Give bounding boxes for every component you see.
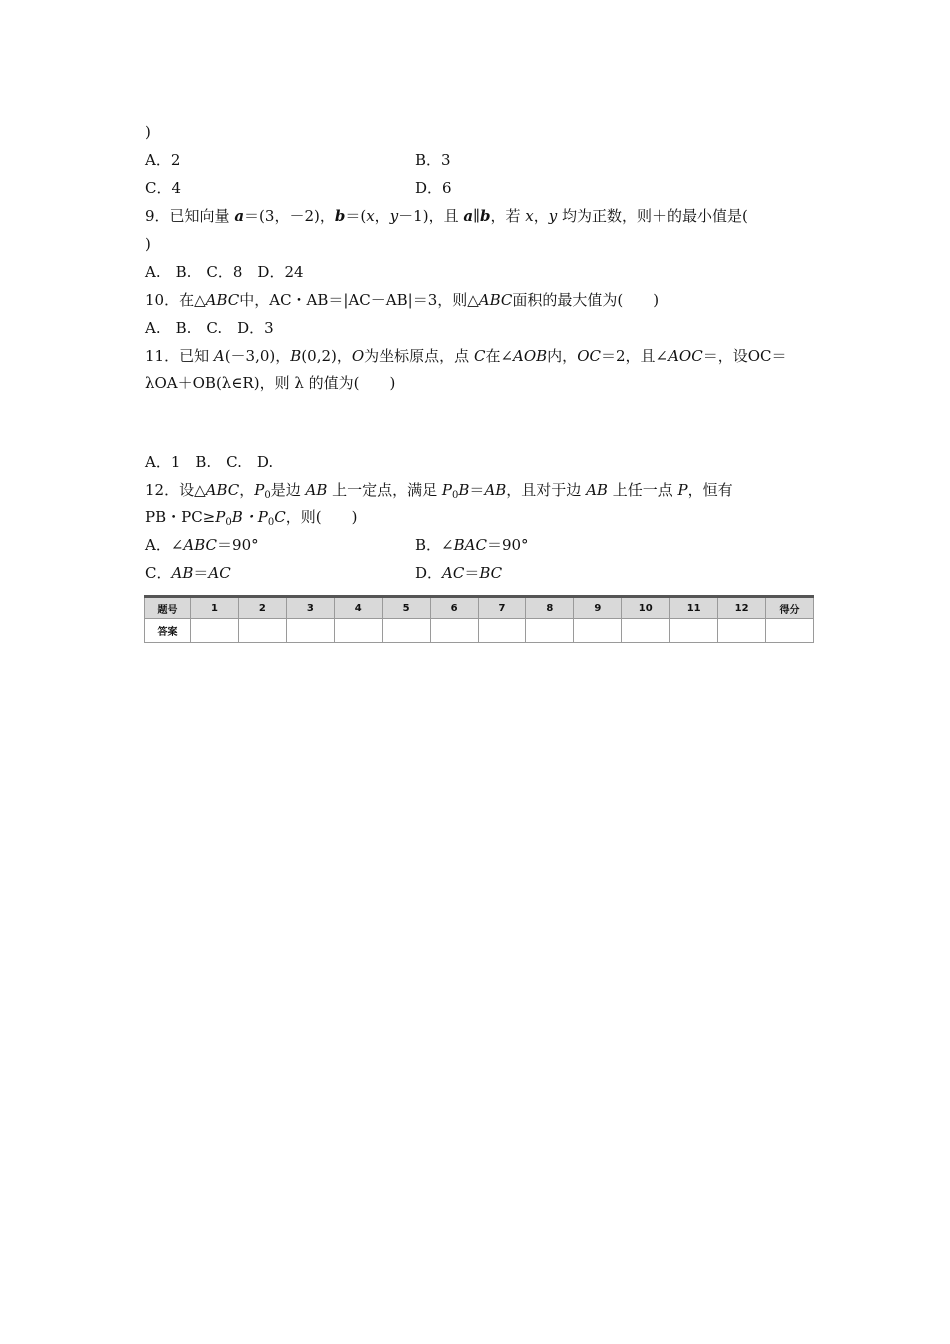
q11-options: A．1 B. C. D. (145, 453, 274, 471)
answer-cell-7[interactable] (478, 619, 526, 643)
answer-label: 答案 (145, 619, 191, 643)
q8-tail: ) (145, 123, 151, 141)
answer-cell-3[interactable] (286, 619, 334, 643)
question-number-7: 7 (478, 597, 526, 619)
answer-cell-5[interactable] (382, 619, 430, 643)
score-cell[interactable] (766, 619, 814, 643)
answer-cell-10[interactable] (622, 619, 670, 643)
q8-option-d: D．6 (415, 179, 452, 197)
answer-cell-2[interactable] (238, 619, 286, 643)
q8-option-a: A．2 (145, 151, 181, 169)
answer-cell-1[interactable] (191, 619, 239, 643)
question-number-9: 9 (574, 597, 622, 619)
answer-cell-4[interactable] (334, 619, 382, 643)
answer-cell-9[interactable] (574, 619, 622, 643)
question-number-12: 12 (718, 597, 766, 619)
q10-stem: 10．在△ABC中，AC・AB＝|AC－AB|＝3，则△ABC面积的最大值为( ) (145, 291, 660, 309)
answer-cell-6[interactable] (430, 619, 478, 643)
q12-stem: 12．设△ABC，$P_0$是边 AB 上一定点，满足 $P_0B=AB$，且对于边 AB 上任一点 P，恒有 (145, 481, 733, 501)
question-number-label: 题号 (145, 597, 191, 619)
question-number-11: 11 (670, 597, 718, 619)
question-number-2: 2 (238, 597, 286, 619)
q8-option-b: B．3 (415, 151, 451, 169)
q12-option-d: D．AC＝BC (415, 564, 503, 582)
answer-cell-8[interactable] (526, 619, 574, 643)
q11-stem: 11．已知 A(－3,0)，B(0,2)，O为坐标原点，点 C在∠AOB内，OC＝2，且∠AOC＝，设OC＝ (145, 347, 787, 365)
question-number-4: 4 (334, 597, 382, 619)
q8-option-c: C．4 (145, 179, 182, 197)
q12-stem-line2: PB・$PC\ge P_0B$・$P_0C$，则( ) (145, 508, 358, 528)
q10-options: A. B. C. D．3 (145, 319, 274, 337)
question-number-5: 5 (382, 597, 430, 619)
answer-cell-11[interactable] (670, 619, 718, 643)
answer-table (144, 595, 814, 643)
question-number-10: 10 (622, 597, 670, 619)
question-number-3: 3 (286, 597, 334, 619)
q9-stem: 9．已知向量 a＝(3，－2)，b＝(x，y－1)，且 a∥b，若 x，y 均为正数，则＋的最小值是( (145, 207, 748, 225)
q9-options: A. B. C．8 D．24 (145, 263, 304, 281)
question-number-1: 1 (191, 597, 239, 619)
q12-option-c: C．AB＝AC (145, 564, 231, 582)
q12-option-a: A．∠ABC＝90° (145, 536, 259, 554)
question-number-6: 6 (430, 597, 478, 619)
score-label: 得分 (766, 597, 814, 619)
answer-table-answer-row (145, 619, 814, 643)
answer-table-header-row (145, 597, 814, 619)
q9-tail: ) (145, 235, 151, 253)
question-number-8: 8 (526, 597, 574, 619)
answer-cell-12[interactable] (718, 619, 766, 643)
q11-stem-line2: λOA＋OB(λ∈R)，则 λ 的值为( ) (145, 374, 396, 392)
q12-option-b: B．∠BAC＝90° (415, 536, 529, 554)
